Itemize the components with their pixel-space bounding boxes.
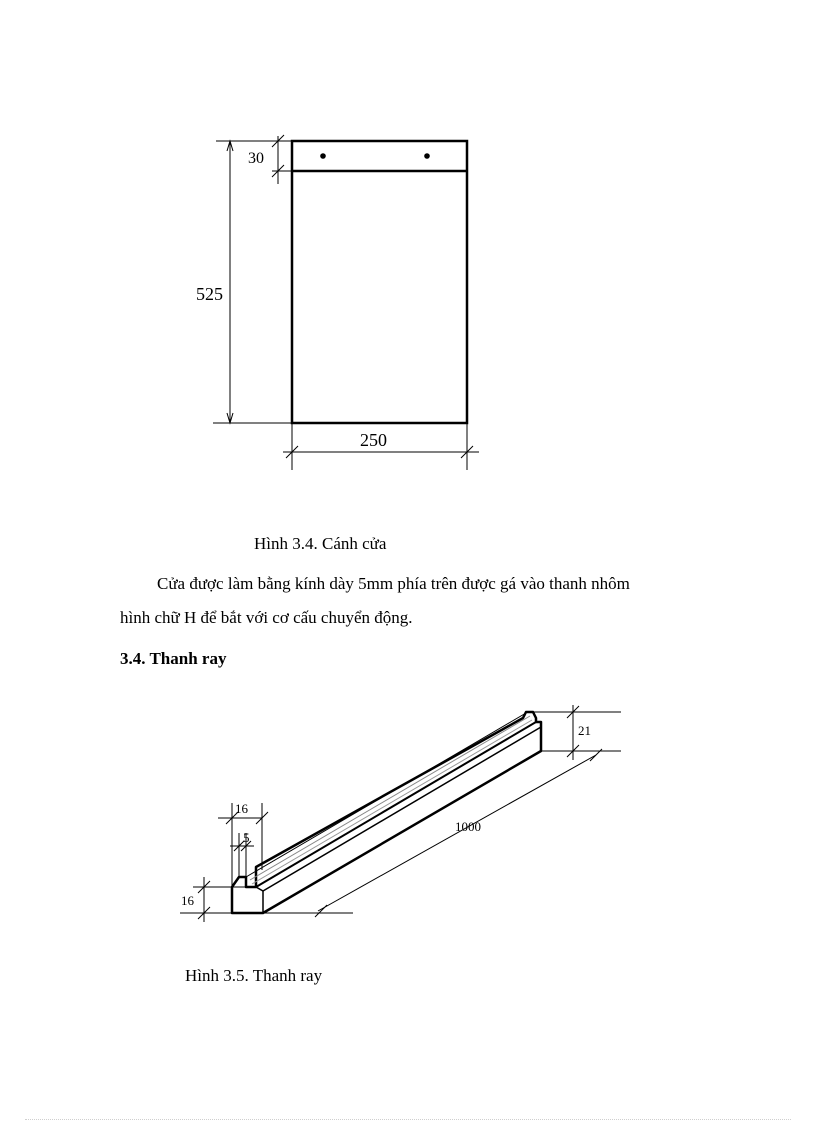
section-heading: 3.4. Thanh ray: [120, 649, 227, 668]
figure-caption-door: Hình 3.4. Cánh cửa: [254, 534, 387, 553]
dim-label-250: 250: [360, 430, 387, 450]
dim-label-525: 525: [196, 284, 223, 304]
page-bottom-divider: [25, 1119, 791, 1120]
dim-label-30: 30: [248, 150, 264, 167]
rail-groove-line-1: [246, 713, 526, 877]
rail-label-length-1000: 1000: [455, 819, 481, 834]
rail-groove-line-3: [252, 720, 532, 884]
rail-label-height-16: 16: [181, 893, 194, 908]
rail-top-edge: [256, 722, 536, 887]
rail-groove-line-2: [250, 716, 530, 880]
rail-label-groove-5: 5: [243, 830, 250, 845]
rail-label-height-21: 21: [578, 723, 591, 738]
rail-height-dimension-right: [533, 705, 621, 760]
paragraph-line-2: hình chữ H để bắt với cơ cấu chuyển động.: [120, 608, 413, 627]
rail-label-width-16: 16: [235, 801, 248, 816]
figure-caption-rail: Hình 3.5. Thanh ray: [185, 966, 323, 985]
paragraph-line-1: Cửa được làm bằng kính dày 5mm phía trên được gá vào thanh nhôm: [157, 574, 630, 593]
